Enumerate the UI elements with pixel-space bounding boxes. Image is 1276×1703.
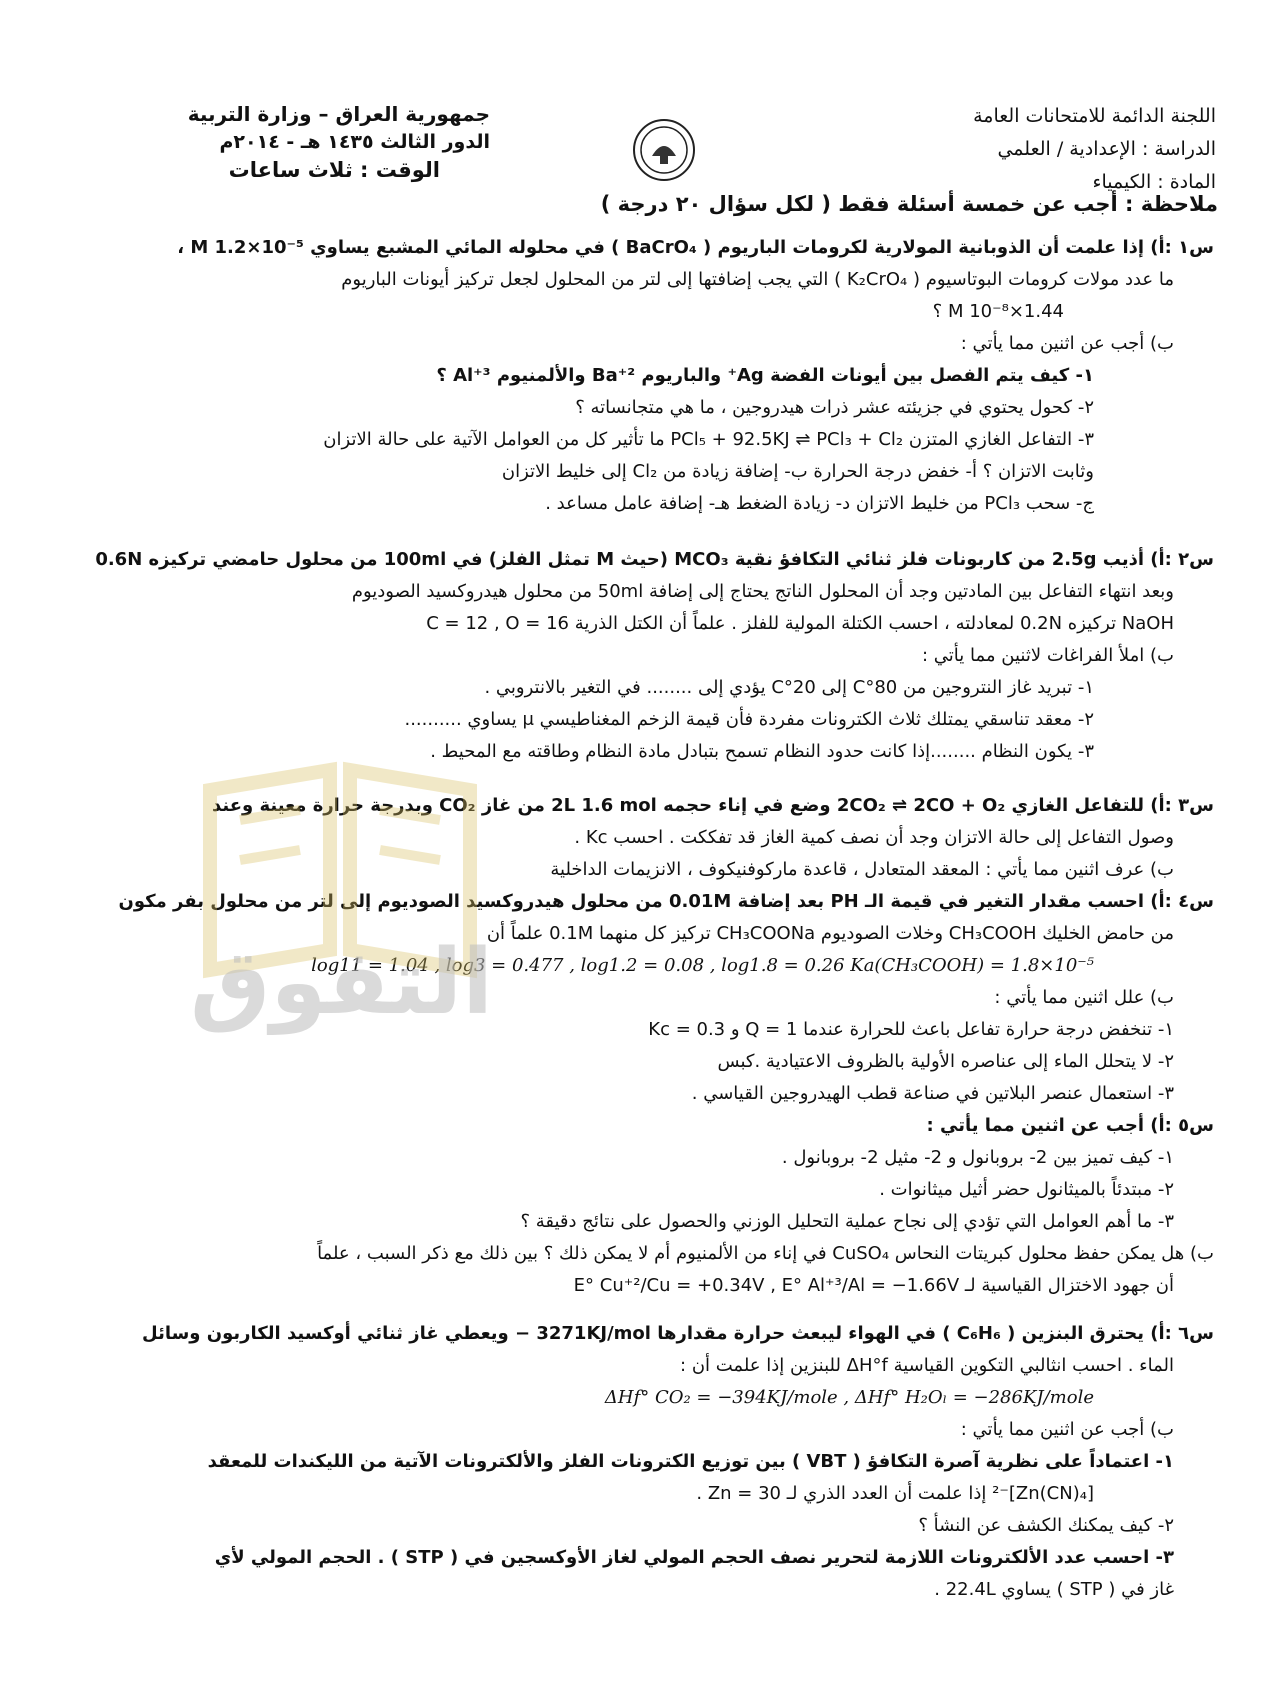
- q6-a-line3: ΔHf° CO₂ = −394KJ/mole , ΔHf° H₂Oₗ = −286KJ/mole: [604, 1387, 1094, 1408]
- q2-b-heading: ب) املأ الفراغات لاثنين مما يأتي :: [922, 645, 1174, 666]
- question-2: [54, 544, 1214, 768]
- question-3: [54, 790, 1214, 886]
- q5-a-heading: س٥ :أ) أجب عن اثنين مما يأتي :: [926, 1115, 1214, 1136]
- q1-b-item3-line3: ج- سحب PCl₃ من خليط الاتزان د- زيادة الضغط هـ- إضافة عامل مساعد .: [545, 493, 1094, 514]
- q2-a-line3: NaOH تركيزه 0.2N لمعادلته ، احسب الكتلة المولية للفلز . علماً أن الكتل الذرية C = 12 , O = 16: [426, 613, 1174, 634]
- q5-b-line2: أن جهود الاختزال القياسية لـ E° Cu⁺²/Cu = +0.34V , E° Al⁺³/Al = −1.66V: [573, 1275, 1174, 1296]
- q6-b-item3: ٣- احسب عدد الألكترونات اللازمة لتحرير نصف الحجم المولي لغاز الأوكسجين في ( STP ) . الحجم المولي لأي: [214, 1547, 1174, 1568]
- q5-a-item1: ١- كيف تميز بين 2- بروبانول و 2- مثيل 2- بروبانول .: [781, 1147, 1174, 1168]
- question-6: [54, 1318, 1214, 1606]
- q6-b-heading: ب) أجب عن اثنين مما يأتي :: [960, 1419, 1174, 1440]
- q3-a-line1: س٣ :أ) للتفاعل الغازي 2CO₂ ⇌ 2CO + O₂ وضع في إناء حجمه 2L 1.6 mol من غاز CO₂ وبدرجة حرارة معينة وعند: [212, 795, 1214, 816]
- q6-a-line1: س٦ :أ) يحترق البنزين ( C₆H₆ ) في الهواء ليبعث حرارة مقدارها 3271KJ/mol − ويعطي غاز ثنائي أوكسيد الكاربون وسائل: [142, 1323, 1214, 1344]
- q1-a-line1: س١ :أ) إذا علمت أن الذوبانية المولارية لكرومات الباريوم ( BaCrO₄ ) في محلوله المائي المشبع يساوي M 1.2×10⁻⁵ ،: [177, 237, 1214, 258]
- header-right: [796, 100, 1216, 199]
- q6-b-item1: ١- اعتماداً على نظرية آصرة التكافؤ ( VBT ) بين توزيع الكترونات الفلز والألكترونات الآتية من الليكندات للمعقد: [207, 1451, 1174, 1472]
- q1-b-item2: ٢- كحول يحتوي في جزيئته عشر ذرات هيدروجين ، ما هي متجانساته ؟: [575, 397, 1094, 418]
- q5-a-item2: ٢- مبتدئاً بالميثانول حضر أثيل ميثانوات .: [879, 1179, 1174, 1200]
- q2-b-item1: ١- تبريد غاز النتروجين من 80°C إلى 20°C يؤدي إلى ........ في التغير بالانتروبي .: [484, 677, 1094, 698]
- time-line: الوقت : ثلاث ساعات: [228, 158, 440, 182]
- q4-a-line2: من حامض الخليك CH₃COOH وخلات الصوديوم CH₃COONa تركيز كل منهما 0.1M علماً أن: [486, 923, 1174, 944]
- q3-a-line2: وصول التفاعل إلى حالة الاتزان وجد أن نصف كمية الغاز قد تفككت . احسب Kc .: [574, 827, 1174, 848]
- q4-b-item1: ١- تنخفض درجة حرارة تفاعل باعث للحرارة عندما Q = 1 و Kc = 0.3: [648, 1019, 1174, 1040]
- q6-b-item1-line2: [Zn(CN)₄]⁻² إذا علمت أن العدد الذري لـ Zn = 30 .: [696, 1483, 1094, 1504]
- question-1: [54, 232, 1214, 520]
- emblem-icon: [632, 118, 696, 182]
- q1-b-item1: ١- كيف يتم الفصل بين أيونات الفضة Ag⁺ والباريوم Ba⁺² والألمنيوم Al⁺³ ؟: [436, 365, 1094, 386]
- q6-b-item2: ٢- كيف يمكنك الكشف عن النشأ ؟: [918, 1515, 1174, 1536]
- session-line: الدور الثالث ١٤٣٥ هـ - ٢٠١٤م: [219, 131, 490, 153]
- header-left: [130, 100, 490, 184]
- q5-b-line1: ب) هل يمكن حفظ محلول كبريتات النحاس CuSO₄ في إناء من الألمنيوم أم لا يمكن ذلك ؟ بين ذلك مع ذكر السبب ، علماً: [317, 1243, 1214, 1264]
- q1-a-line2: ما عدد مولات كرومات البوتاسيوم ( K₂CrO₄ ) التي يجب إضافتها إلى لتر من المحلول لجعل تركيز أيونات الباريوم: [341, 269, 1174, 290]
- q4-a-line3: log11 = 1.04 , log3 = 0.477 , log1.2 = 0.08 , log1.8 = 0.26 Ka(CH₃COOH) = 1.8×10⁻⁵: [311, 955, 1094, 976]
- q2-a-line1: س٢ :أ) أذيب 2.5g من كاربونات فلز ثنائي التكافؤ نقية MCO₃ (حيث M تمثل الفلز) في 100ml من محلول حامضي تركيزه 0.6N: [95, 549, 1214, 570]
- ministry-line: جمهورية العراق – وزارة التربية: [187, 102, 490, 126]
- q4-b-item2: ٢- لا يتحلل الماء إلى عناصره الأولية بالظروف الاعتيادية .كبس: [717, 1051, 1174, 1072]
- watermark-text: التفوق: [190, 930, 494, 1035]
- q2-a-line2: وبعد انتهاء التفاعل بين المادتين وجد أن المحلول الناتج يحتاج إلى إضافة 50ml من محلول هيدروكسيد الصوديوم: [351, 581, 1174, 602]
- q5-a-item3: ٣- ما أهم العوامل التي تؤدي إلى نجاح عملية التحليل الوزني والحصول على نتائج دقيقة ؟: [520, 1211, 1174, 1232]
- q4-b-heading: ب) علل اثنين مما يأتي :: [994, 987, 1174, 1008]
- exam-note: ملاحظة : أجب عن خمسة أسئلة فقط ( لكل سؤال ٢٠ درجة ): [600, 192, 1218, 216]
- q1-b-item3: ٣- التفاعل الغازي المتزن PCl₅ + 92.5KJ ⇌ PCl₃ + Cl₂ ما تأثير كل من العوامل الآتية على حالة الاتزان: [323, 429, 1094, 450]
- question-5: [54, 1110, 1214, 1302]
- q6-b-item3-line2: غاز في ( STP ) يساوي 22.4L .: [934, 1579, 1174, 1600]
- q2-b-item3: ٣- يكون النظام ........إذا كانت حدود النظام تسمح بتبادل مادة النظام وطاقته مع المحيط .: [430, 741, 1094, 762]
- q1-b-item3-line2: وثابت الاتزان ؟ أ- خفض درجة الحرارة ب- إضافة زيادة من Cl₂ إلى خليط الاتزان: [501, 461, 1094, 482]
- q2-b-item2: ٢- معقد تناسقي يمتلك ثلاث الكترونات مفردة فأن قيمة الزخم المغناطيسي μ يساوي ..........: [404, 709, 1094, 730]
- q1-a-line3: 1.44×10⁻⁸ M ؟: [932, 301, 1064, 322]
- q4-a-line1: س٤ :أ) احسب مقدار التغير في قيمة الـ PH بعد إضافة 0.01M من محلول هيدروكسيد الصوديوم إلى لتر من محلول بفر مكون: [118, 891, 1214, 912]
- study-line: الدراسة : الإعدادية / العلمي: [997, 138, 1216, 160]
- q3-b: ب) عرف اثنين مما يأتي : المعقد المتعادل ، قاعدة ماركوفنيكوف ، الانزيمات الداخلية: [550, 859, 1174, 880]
- q1-b-heading: ب) أجب عن اثنين مما يأتي :: [960, 333, 1174, 354]
- q6-a-line2: الماء . احسب انثالبي التكوين القياسية ΔH°f للبنزين إذا علمت أن :: [680, 1355, 1174, 1376]
- committee-line: اللجنة الدائمة للامتحانات العامة: [973, 105, 1216, 127]
- subject-line: المادة : الكيمياء: [1092, 171, 1216, 193]
- q4-b-item3: ٣- استعمال عنصر البلاتين في صناعة قطب الهيدروجين القياسي .: [691, 1083, 1174, 1104]
